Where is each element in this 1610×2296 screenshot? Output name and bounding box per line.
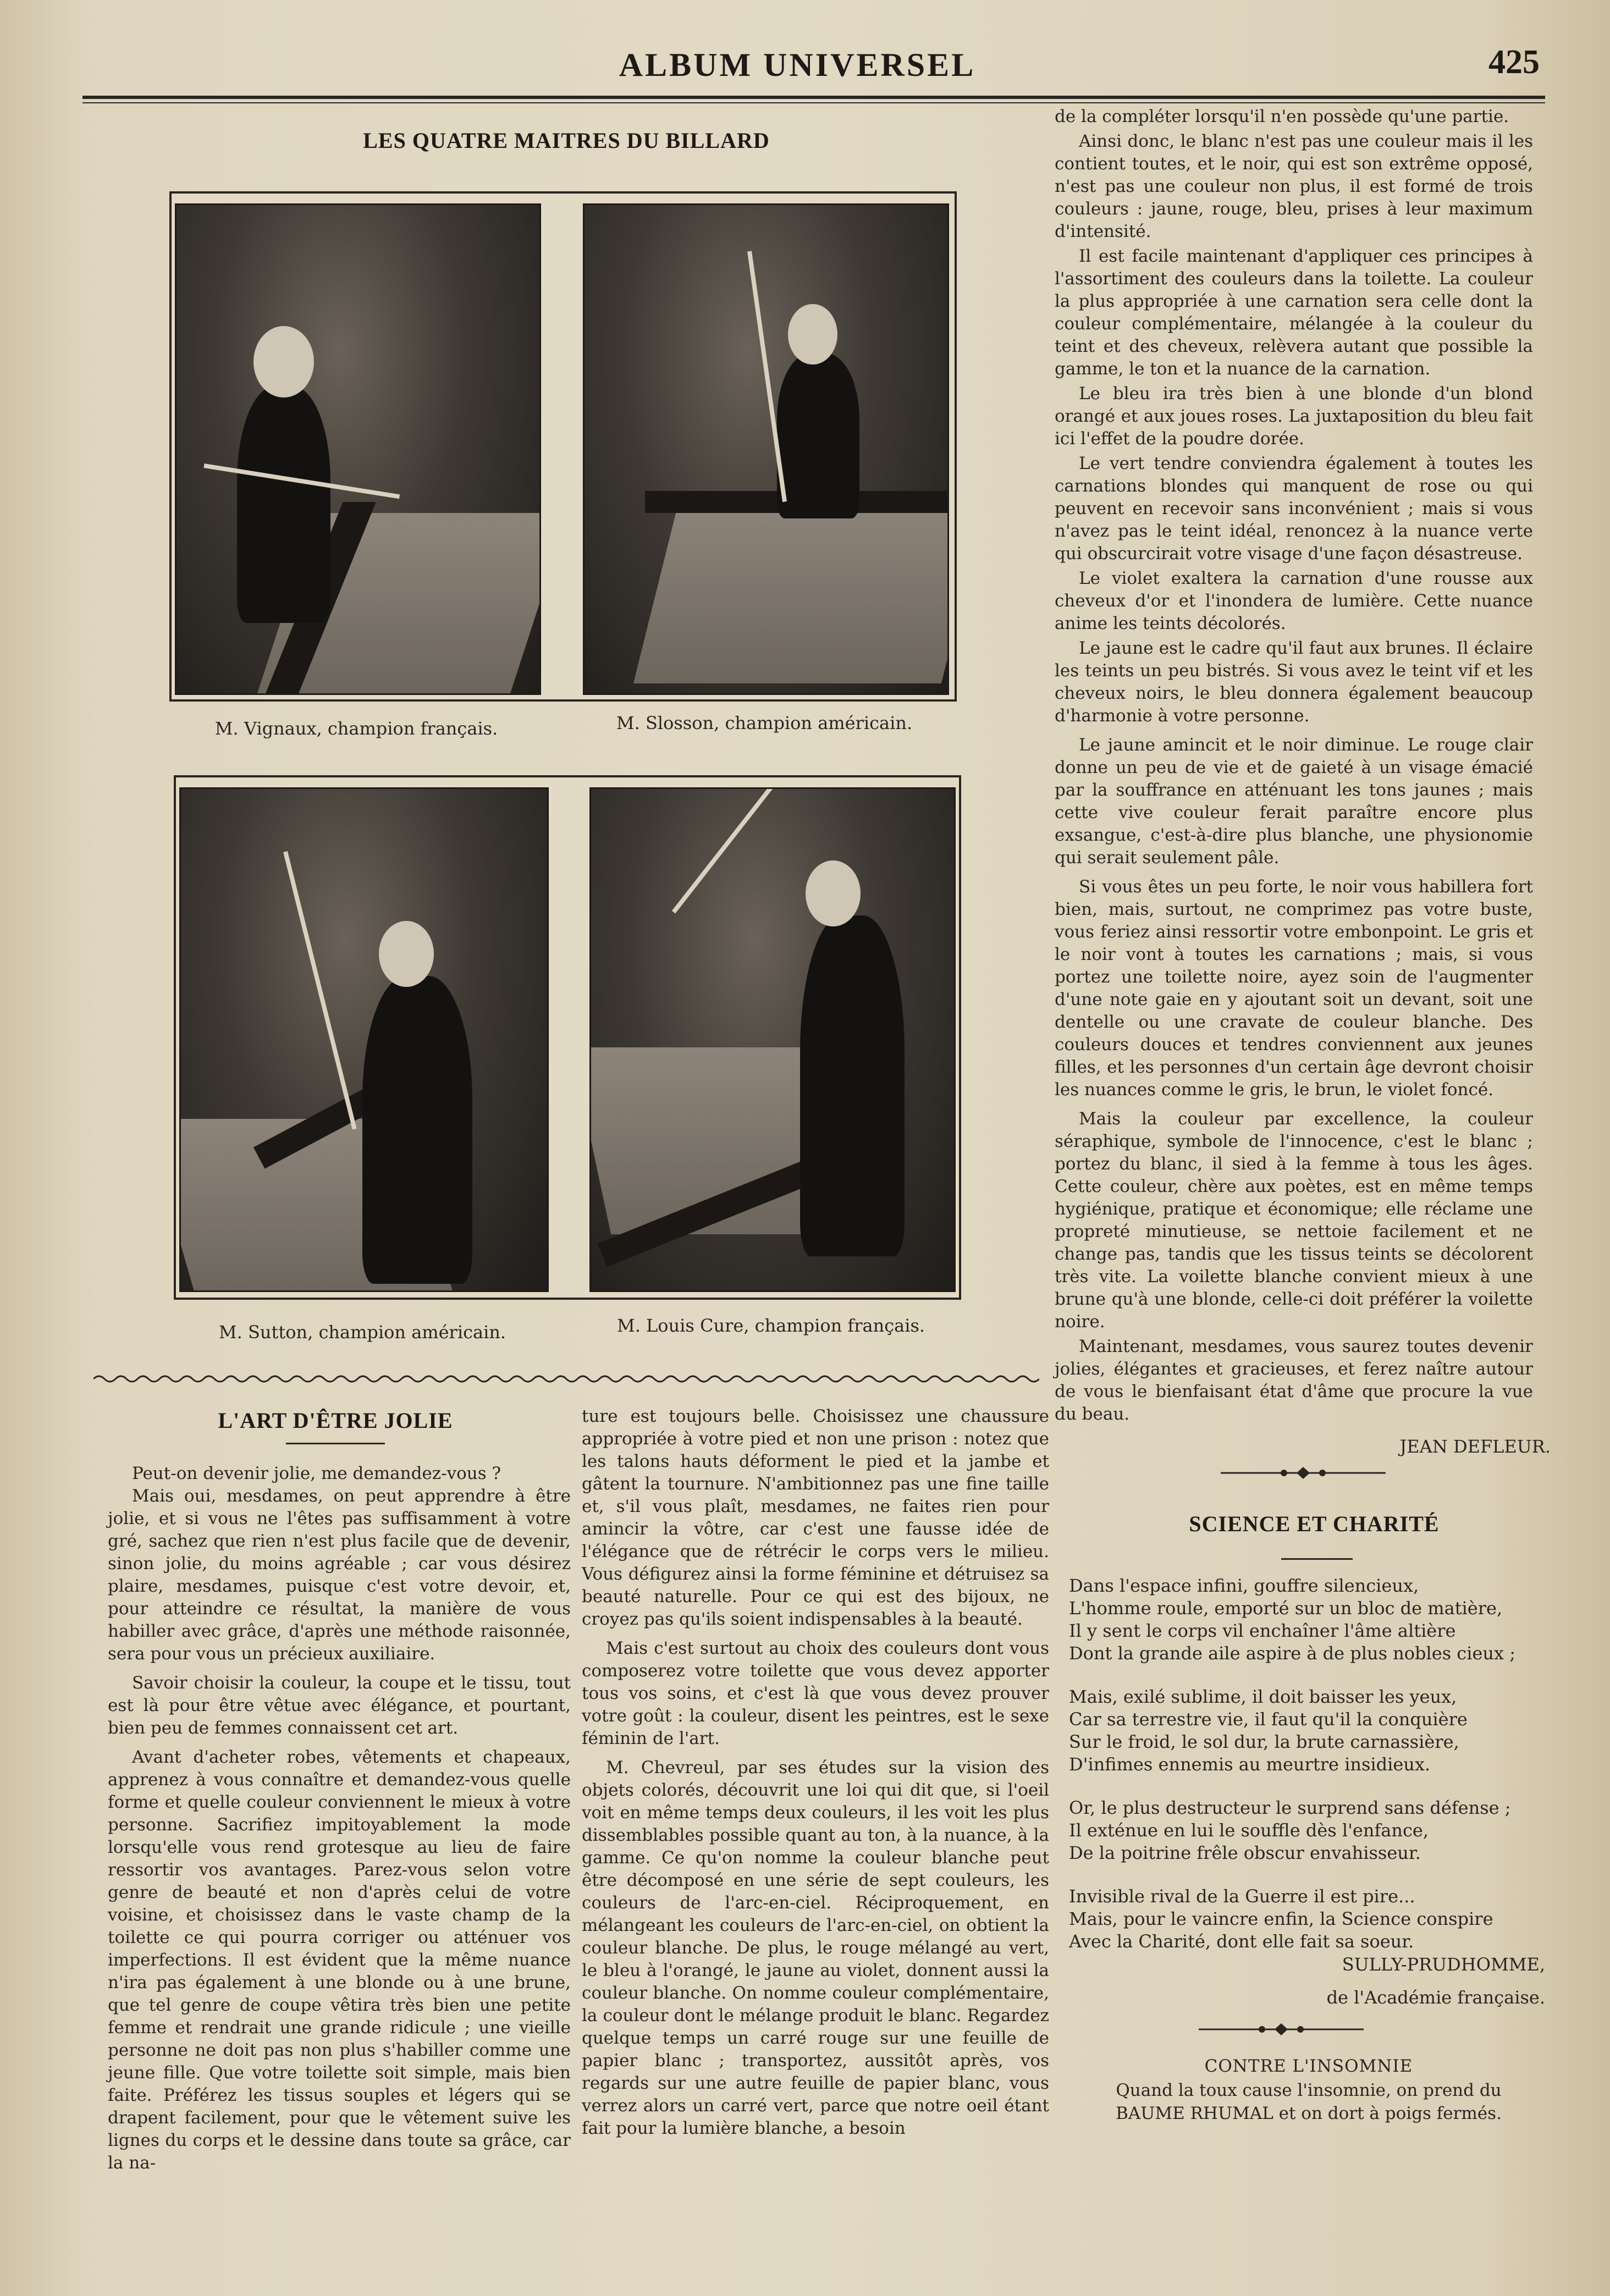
- poem-line: Il exténue en lui le souffle dès l'enfance,: [1069, 1820, 1429, 1841]
- poem-line: Dont la grande aile aspire à de plus nobles cieux ;: [1069, 1643, 1515, 1664]
- paragraph: Il est facile maintenant d'appliquer ces principes à l'assortiment des couleurs dans la toilette. La couleur la plus appropriée à une carnation sera celle dont la couleur complémentaire, mélangée à la couleur du teint et des cheveux, relèvera autant que possible la gamme, le ton et la nuance de la carnation.: [1055, 246, 1533, 379]
- poem-line: L'homme roule, emporté sur un bloc de matière,: [1069, 1598, 1503, 1619]
- title-underline: [1281, 1558, 1353, 1560]
- caption-slosson: M. Slosson, champion américain.: [616, 713, 913, 733]
- photo-vignaux: [175, 203, 541, 695]
- paragraph: Peut-on devenir jolie, me demandez-vous ?: [132, 1464, 501, 1483]
- caption-cure: M. Louis Cure, champion français.: [616, 1315, 925, 1336]
- billiard-title: LES QUATRE MAITRES DU BILLARD: [363, 128, 770, 153]
- paragraph: Si vous êtes un peu forte, le noir vous habillera fort bien, mais, surtout, ne comprimez pas votre buste, vous feriez ainsi ressortir votre embonpoint. Le gris et le noir vont à toutes les carnations ; mais, si vous portez une toilette noire, ayez soin de l'augmenter d'une note gaie en y ajoutant soit un devant, soit une dentelle ou une cravate de couleur blanche. Des couleurs douces et tendres conviennent aux jeunes filles, et les personnes d'un certain âge devront choisir les nuances comme le gris, le brun, le violet foncé.: [1055, 877, 1533, 1100]
- billiard-table-surface: [633, 502, 949, 683]
- ornament-divider: [1221, 1465, 1386, 1481]
- article-beauty-column-3: [1055, 106, 1533, 1426]
- paragraph: Avant d'acheter robes, vêtements et chapeaux, apprenez à vous connaître et demandez-vous quelle forme et quelle couleur conviennent le mieux à votre personne. Sacrifiez impitoyablement la mode lorsqu'elle vous rend grotesque au lieu de faire ressortir vos avantages. Parez-vous selon votre genre de beauté et non d'après celui de votre voisine, et choisissez dans le vaste champ de la toilette ce qui pourra corriger ou atténuer vos imperfections. Il est évident que la même nuance n'ira pas également à une blonde ou à une brune, que tel genre de coupe vêtira très bien une petite femme et rendrait une grande ridicule ; une vieille personne ne doit pas non plus s'habiller comme une jeune fille. Que votre toilette soit simple, mais bien faite. Préférez les tissus souples et légers qui se drapent facilement, pour que le vêtement suive les lignes du corps et le dessine dans toute sa grâce, car la na-: [108, 1747, 571, 2173]
- poem-line: De la poitrine frêle obscur envahisseur.: [1069, 1842, 1421, 1863]
- advert-line-1: Quand la toux cause l'insomnie, on prend du: [1116, 2080, 1502, 2100]
- advert-title: CONTRE L'INSOMNIE: [1204, 2056, 1413, 2076]
- paragraph: ture est toujours belle. Choisissez une chaussure appropriée à votre pied et non une prison : notez que les talons hauts déforment le pied et la jambe et gâtent la tournure. N'ambitionnez pas une fine taille et, s'il vous plaît, mesdames, ne faites rien pour amincir la vôtre, car c'est une fausse idée de l'élégance que de rétrécir le corps vers le milieu. Vous défigurez ainsi la forme féminine et détruisez sa beauté naturelle. Pour ce qui est des bijoux, ne croyez pas qu'ils soient indispensables à la beauté.: [582, 1406, 1049, 1629]
- paragraph: Le bleu ira très bien à une blonde d'un blond orangé et aux joues roses. La juxtaposition du bleu fait ici l'effet de la poudre dorée.: [1055, 384, 1533, 449]
- poem-line: Car sa terrestre vie, il faut qu'il la conquière: [1069, 1709, 1468, 1730]
- caption-vignaux: M. Vignaux, champion français.: [214, 718, 498, 739]
- paragraph: M. Chevreul, par ses études sur la vision des objets colorés, découvrit une loi qui dit que, si l'oeil voit en même temps deux couleurs, il les voit les plus dissemblables possible quant au ton, à la nuance, à la gamme. Ce qu'on nomme la couleur blanche peut être décomposé en une série de sept couleurs, les couleurs de l'arc-en-ciel. Réciproquement, en mélangeant les couleurs de l'arc-en-ciel, on obtient la couleur blanche. De plus, le rouge mélangé au vert, le bleu à l'orangé, le jaune au violet, donnent aussi la couleur blanche. On nomme couleur complémentaire, la couleur dont le mélange produit le blanc. Regardez quelque temps un carré rouge sur une feuille de papier blanc ; transportez, aussitôt après, vos regards sur une autre feuille de papier blanc, vous verrez alors un carré vert, parce que notre oeil étant fait pour la lumière blanche, a besoin: [582, 1758, 1049, 2138]
- poem-line: Invisible rival de la Guerre il est pire...: [1069, 1886, 1415, 1907]
- poem-stanza-1: [1069, 1575, 1553, 1665]
- player-head: [806, 860, 861, 926]
- photo-cure: [589, 787, 956, 1292]
- paragraph: Mais c'est surtout au choix des couleurs dont vous composerez votre toilette que vous devez apporter tous vos soins, et c'est là que vous devez prouver votre goût : la couleur, disent les peintres, est le sexe féminin de l'art.: [582, 1638, 1049, 1748]
- poem-stanza-2: [1069, 1686, 1553, 1776]
- ornament-divider: [1199, 2021, 1364, 2038]
- paragraph: Le jaune amincit et le noir diminue. Le rouge clair donne un peu de vie et de gaieté à un visage émacié par la souffrance en atténuant les tons jaunes ; mais cette vive couleur ferait paraître encore plus exsangue, c'est-à-dire plus blanche, une physionomie qui serait seulement pâle.: [1055, 735, 1533, 868]
- wavy-divider: [93, 1372, 1039, 1386]
- poem-line: D'infimes ennemis au meurtre insidieux.: [1069, 1754, 1431, 1775]
- cue-stick: [747, 251, 787, 502]
- cue-stick: [283, 851, 357, 1129]
- poem-stanza-4: [1069, 1885, 1553, 1953]
- poem-line: Mais, exilé sublime, il doit baisser les yeux,: [1069, 1686, 1457, 1707]
- player-head: [788, 304, 837, 365]
- player-figure: [362, 976, 472, 1284]
- player-head: [253, 326, 314, 398]
- article-beauty-title: L'ART D'ÊTRE JOLIE: [218, 1408, 453, 1433]
- paragraph: Le violet exaltera la carnation d'une rousse aux cheveux d'or et l'inondera de lumière. Cette nuance anime les teints décolorés.: [1055, 569, 1533, 633]
- paragraph: Mais oui, mesdames, on peut apprendre à être jolie, et si vous ne l'êtes pas suffisamment à votre gré, sachez que rien n'est plus facile que de devenir, sinon jolie, du moins agréable ; car vous désirez plaire, mesdames, puisque c'est votre devoir, et, pour atteindre ce résultat, la manière de vous habiller avec grâce, d'après une méthode raisonnée, sera pour vous un précieux auxiliaire.: [108, 1486, 571, 1664]
- poem-author: SULLY-PRUDHOMME,: [1342, 1954, 1545, 1975]
- title-underline: [286, 1443, 385, 1444]
- caption-sutton: M. Sutton, champion américain.: [218, 1322, 506, 1343]
- poem-line: Sur le froid, le sol dur, la brute carnassière,: [1069, 1731, 1459, 1752]
- player-figure: [800, 915, 905, 1256]
- poem-line: Dans l'espace infini, gouffre silencieux,: [1069, 1575, 1419, 1596]
- poem-stanza-3: [1069, 1797, 1553, 1864]
- poem-body: [1069, 1575, 1553, 1974]
- paragraph: Le vert tendre conviendra également à toutes les carnations blondes qui manquent de rose ou qui peuvent en recevoir sans inconvénient ; mais si vous n'avez pas le teint idéal, renoncez à la nuance verte qui obscurcirait votre visage d'une façon désastreuse.: [1055, 454, 1533, 564]
- header-rule-thin: [82, 102, 1545, 103]
- masthead: ALBUM UNIVERSEL: [619, 47, 976, 83]
- page-number: 425: [1488, 43, 1540, 81]
- photo-sutton: [179, 787, 549, 1292]
- article-author: JEAN DEFLEUR.: [1399, 1436, 1551, 1457]
- player-figure: [237, 387, 330, 623]
- poem-line: Il y sent le corps vil enchaîner l'âme altière: [1069, 1620, 1456, 1641]
- paragraph: Savoir choisir la couleur, la coupe et le tissu, tout est là pour être vêtue avec élégance, et pourtant, bien peu de femmes connaissent cet art.: [108, 1673, 571, 1738]
- paragraph: Mais la couleur par excellence, la couleur séraphique, symbole de l'innocence, c'est le blanc ; portez du blanc, il sied à la femme à tous les âges. Cette couleur, chère aux poètes, est en même temps hygiénique, pratique et économique; elle réclame une propreté minutieuse, se nettoie facilement et ne change pas, tandis que les tissus teints se décolorent très vite. La voilette blanche convient mieux à une brune qu'à une blonde, celle-ci doit préférer la voilette noire.: [1055, 1109, 1533, 1332]
- article-beauty-column-1: [108, 1462, 571, 2174]
- advert-line-2: BAUME RHUMAL et on dort à poigs fermés.: [1116, 2104, 1502, 2123]
- header-rule: [82, 96, 1545, 99]
- photo-slosson: [583, 203, 949, 695]
- paragraph: Ainsi donc, le blanc n'est pas une couleur mais il les contient toutes, et le noir, qui est son extrême opposé, n'est pas une couleur non plus, il est formé de trois couleurs : jaune, rouge, bleu, prises à leur maximum d'intensité.: [1055, 131, 1533, 241]
- poem-line: Or, le plus destructeur le surprend sans défense ;: [1069, 1797, 1511, 1818]
- player-head: [379, 921, 434, 987]
- poem-line: Avec la Charité, dont elle fait sa soeur.: [1069, 1931, 1414, 1952]
- player-figure: [777, 354, 859, 518]
- paragraph: Maintenant, mesdames, vous saurez toutes devenir jolies, élégantes et gracieuses, et ferez naître autour de vous le bienfaisant état d'âme que procure la vue du beau.: [1055, 1337, 1533, 1424]
- poem-author-title: de l'Académie française.: [1326, 1987, 1545, 2008]
- article-beauty-column-2: [582, 1405, 1049, 2140]
- paragraph: de la compléter lorsqu'il n'en possède qu'une partie.: [1055, 107, 1509, 126]
- poem-line: Mais, pour le vaincre enfin, la Science conspire: [1069, 1908, 1493, 1929]
- poem-title: SCIENCE ET CHARITÉ: [1189, 1511, 1440, 1536]
- paragraph: Le jaune est le cadre qu'il faut aux brunes. Il éclaire les teints un peu bistrés. Si vous avez le teint vif et les cheveux noirs, le bleu donnera également beaucoup d'harmonie à votre personne.: [1055, 638, 1533, 726]
